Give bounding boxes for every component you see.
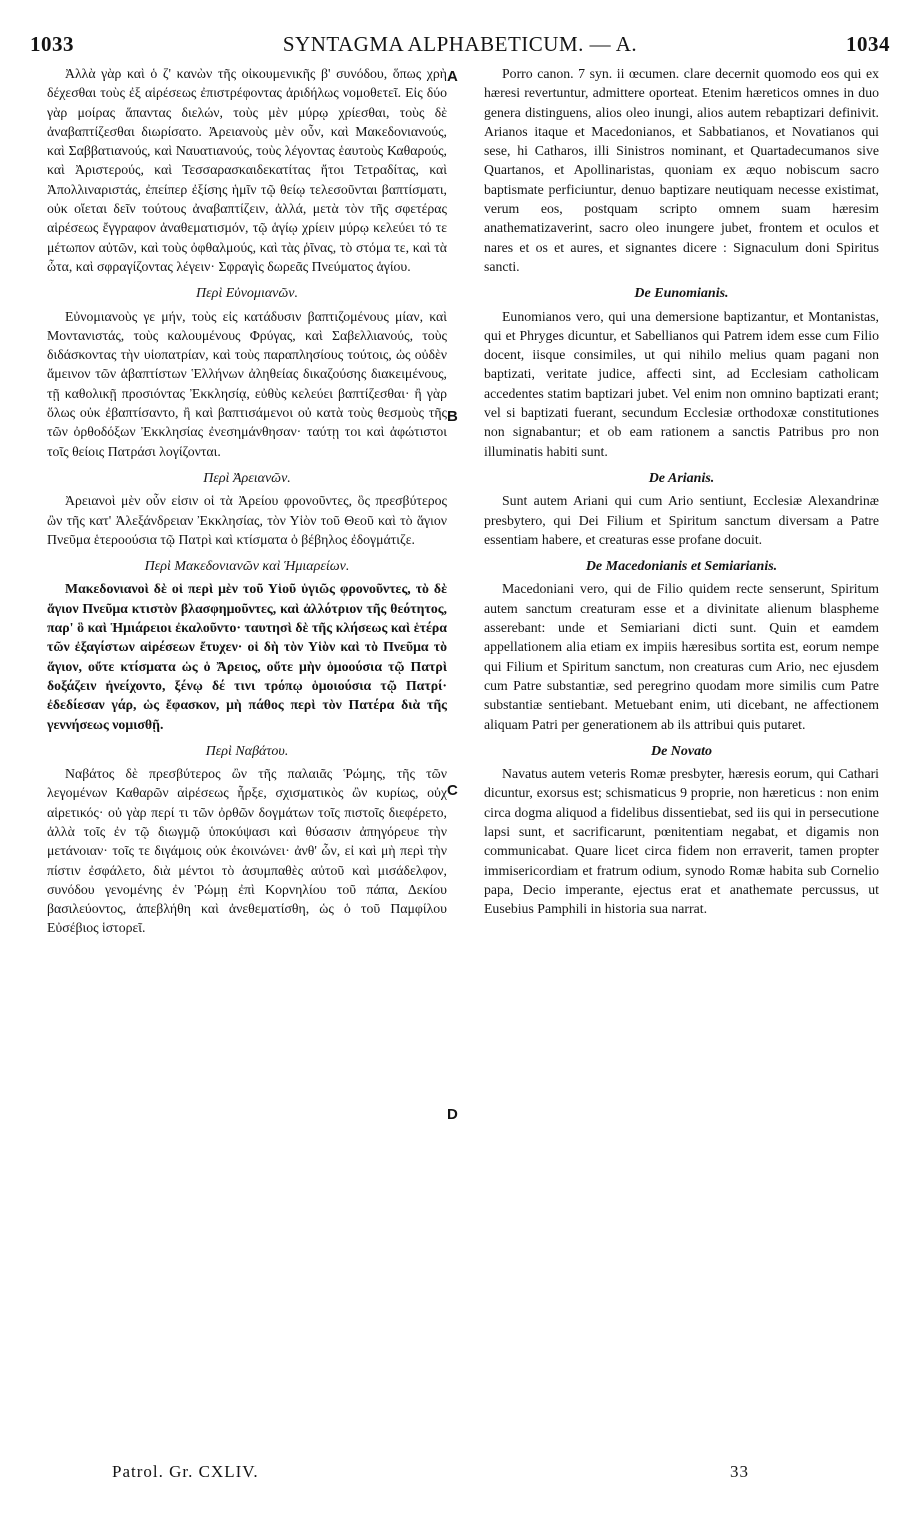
margin-letter-c: C	[447, 782, 458, 799]
latin-heading-arians: De Arianis.	[648, 470, 715, 486]
greek-paragraph-canon: Ἀλλὰ γὰρ καὶ ὁ ζ' κανὼν τῆς οἰκουμενικῆς β' συνόδου, ὅπως χρὴ δέχεσθαι τοὺς ἐξ αἱρέσεως ἐπιστρέφοντας ἀριδήλως νομοθετεῖ. Εἰς δύο γὰρ μοίρας ἅπαντας διελών, τοὺς μὲν μύρῳ χρίεσθαι, τοὺς δὲ ἀναβαπτίζεσθαι διωρίσατο. Ἀρειανοὺς μὲν οὖν, καὶ Μακεδονιανούς, καὶ Σαββατιανούς, καὶ Ναυατιανούς, τοὺς λέγοντας ἑαυτοὺς Καθαρούς, καὶ Ἀριστερούς, καὶ Τεσσαρασκαιδεκατίτας ἤτοι Τετραδίτας, καὶ Ἀπολλιναριστάς, ἐπείπερ ἐξίσης ἡμῖν τῷ θείῳ τελεσοῦνται βαπτίσματι, οὐκ οἴεται δεῖν τούτους ἀναβαπτίζειν, ἀλλά, μετὰ τὸν τῆς σφετέρας αἱρέσεως ἔγγραφον ἀναθεματισμόν, τῷ ἁγίῳ χρίειν μύρῳ κελεύει τό τε μέτωπον αὐτῶν, καὶ τοὺς ὀφθαλμούς, καὶ τὰς ῥῖνας, τὸ στόμα τε, καὶ τὰ ὦτα, καὶ σφραγίζοντας λέγειν· Σφραγὶς δωρεᾶς Πνεύματος ἁγίου.	[47, 66, 447, 274]
latin-column	[484, 64, 879, 918]
margin-letter-a: A	[447, 68, 458, 85]
latin-paragraph-eunomians: Eunomianos vero, qui una demersione baptizantur, et Montanistas, qui et Phryges dicuntur, et Sabellianos qui Patrem idem esse cum Filio docent, iisque consimiles, ut qui nihilo melius quam pagani non baptizati, veritate judice, affecti sint, ad Ecclesiam catholicam accedentes statim baptizari jubet. Vel enim non omnino baptizati erant; vel si baptizati fuerant, secundum Ecclesiæ orthodoxæ constitutiones non signabantur; et ob eam rationem a sanctis Patribus pro non illuminatis habiti sunt.	[484, 308, 879, 459]
page-number-left: 1033	[30, 32, 74, 56]
latin-paragraph-arians: Sunt autem Ariani qui cum Ario sentiunt, Ecclesiæ Alexandrinæ presbytero, qui Dei Filium et Spiritum sanctum diversam a Patre essentiam habere, et creaturas esse profane docuit.	[484, 493, 879, 547]
running-title: SYNTAGMA ALPHABETICUM. — A.	[282, 32, 638, 56]
latin-heading-novatus: De Novato	[650, 743, 713, 759]
greek-heading-arians: Περὶ Ἀρειανῶν.	[203, 470, 291, 486]
footer-number: 33	[730, 1462, 749, 1481]
footer-signature: Patrol. Gr. CXLIV.	[112, 1462, 259, 1481]
page-footer	[0, 1462, 915, 1488]
running-header	[30, 32, 890, 58]
greek-heading-eunomians: Περὶ Εὐνομιανῶν.	[195, 286, 298, 302]
latin-heading-macedonians: De Macedonianis et Semiarianis.	[585, 559, 778, 575]
greek-paragraph-macedonians: Μακεδονιανοὶ δὲ οἱ περὶ μὲν τοῦ Υἱοῦ ὑγιῶς φρονοῦντες, τὸ δὲ ἅγιον Πνεῦμα κτιστὸν βλασφημοῦντες, καὶ ἀλλότριον τῆς θεότητος, παρ' ὃ καὶ Ἡμιάρειοι ἐκαλοῦντο· ταυτησὶ δὲ τῆς κλήσεως καὶ ἑτέρα τῶν ἐξαγίστων αἱρέσεων ἔτυχεν· οἱ δὴ τὸν Υἱὸν καὶ τὸ Πνεῦμα τὸ ἅγιον, οὔτε κτίσματα ὡς ὁ Ἄρειος, οὔτε μὴν ὁμοούσια τῷ Πατρὶ δοξάζειν ἠνείχοντο, ξένῳ δέ τινι τρόπῳ ὁμοιούσια τῷ Πατρί· ἐδεδίεσαν γάρ, ὡς ἔφασκον, μὴ πάθος περὶ τὸν Πατέρα διὰ τῆς γεννήσεως νομισθῇ.	[47, 581, 447, 732]
latin-paragraph-novatus: Navatus autem veteris Romæ presbyter, hæresis eorum, qui Cathari dicuntur, exorsus est; schismaticus 9 proprie, non hæreticus : non enim circa dogma aliquod a fidelibus dissentiebat, sed iis qui in persecutione lapsi sunt, et sacrificarunt, pœnitentiam negabat, et digamis non communicabat. Quare licet circa fidem non erraverit, tamen propter immisericordiam et fratrum odium, synodo Romæ habita sub Cornelio papa, Decio imperante, ejectus erat et anathemate percussus, ut Eusebius Pamphili in historia sua narrat.	[484, 766, 879, 917]
page-number-right: 1034	[846, 32, 890, 56]
latin-paragraph-canon: Porro canon. 7 syn. ii œcumen. clare decernit quomodo eos qui ex hæresi revertuntur, admittere oporteat. Etenim hæreticos omnes in duo genera distinguens, alios oleo inungi, alios autem rebaptizari definivit. Arianos itaque et Macedonianos, et Sabbatianos, et Novatianos qui sese, hi Catharos, illi Sinistros nominant, et Quartadecumanos sive Quartanos, et Apollinaristas, quoniam ex æquo nobiscum sacro baptismate perficiuntur, denuo baptizare neutiquam necesse existimat, verum eos, postquam scripto omnem suam hæresim anathematizaverint, sacro oleo inungere jubet, frontem et oculos et nares et os et aures, et signantes dicere : Signaculum doni Spiritus sancti.	[484, 66, 879, 274]
margin-letter-d: D	[447, 1106, 458, 1123]
greek-heading-novatus: Περὶ Ναβάτου.	[205, 743, 289, 759]
margin-letter-b: B	[447, 408, 458, 425]
greek-heading-macedonians: Περὶ Μακεδονιανῶν καὶ Ἡμιαρείων.	[144, 559, 350, 575]
greek-paragraph-novatus: Ναβάτος δὲ πρεσβύτερος ὢν τῆς παλαιᾶς Ῥώμης, τῆς τῶν λεγομένων Καθαρῶν αἱρέσεως ἦρξε, σχισματικὸς ὢν κυρίως, οὐχ αἱρετικός· οὐ γὰρ περί τι τῶν ὀρθῶν δογμάτων τοῖς πιστοῖς διεφέρετο, ἀλλὰ τοῖς ἐν τῷ διωγμῷ ὑποκύψασι καὶ θύσασιν ἀπηγόρευε τὴν μετάνοιαν· τοῖς τε διγάμοις οὐκ ἐκοινώνει· ἀνθ' ὧν, εἰ καὶ μὴ περὶ τὴν πίστιν ἐσφάλετο, διὰ μέντοι τὸ ἀσυμπαθὲς αὐτοῦ καὶ μισάδελφον, συνόδου γενομένης ἐν Ῥώμῃ ἐπὶ Κορνηλίου τοῦ πάπα, Δεκίου βασιλεύοντος, ἀπεβλήθη καὶ ἀνεθεματίσθη, ὡς ὁ τοῦ Παμφίλου Εὐσέβιος ἱστορεῖ.	[47, 766, 447, 936]
latin-heading-eunomians: De Eunomianis.	[634, 286, 729, 302]
greek-column	[47, 64, 447, 938]
greek-paragraph-arians: Ἀρειανοὶ μὲν οὖν εἰσιν οἱ τὰ Ἀρείου φρονοῦντες, ὃς πρεσβύτερος ὢν τῆς κατ' Ἀλεξάνδρειαν Ἐκκλησίας, τὸν Υἱὸν τοῦ Θεοῦ καὶ τὸ ἅγιον Πνεῦμα ἑτεροούσια τῷ Πατρὶ καὶ κτίσματα ὁ βέβηλος ἐδογμάτιζε.	[47, 493, 447, 547]
greek-paragraph-eunomians: Εὐνομιανοὺς γε μήν, τοὺς εἰς κατάδυσιν βαπτιζομένους μίαν, καὶ Μοντανιστάς, τοὺς καλουμένους Φρύγας, καὶ Σαβελλιανούς, τοὺς διδάσκοντας τὴν υἱοπατρίαν, καὶ τοὺς παραπλησίους τούτοις, ὡς οὐδὲν ἄμεινον τῶν ἀβαπτίστων Ἑλλήνων ἀληθείας δικαζούσης διακειμένους, τῇ καθολικῇ προσιόντας Ἐκκλησίᾳ, εὐθὺς κελεύει βαπτίζεσθαι· ἢ γὰρ ὅλως οὐκ ἐβαπτίσαντο, ἢ καὶ βαπτισάμενοι οὐ κατὰ τοὺς θεσμοὺς τῆς τῶν ὀρθοδόξων Ἐκκλησίας ἐνεσημάνθησαν· ταύτῃ τοι καὶ ἀφώτιστοι τοῖς θείοις Πατράσι λογίζονται.	[47, 308, 447, 459]
latin-paragraph-macedonians: Macedoniani vero, qui de Filio quidem recte senserunt, Spiritum autem sanctum creaturam esse et a divinitate alienum blaspheme asserebant: unde et Semiariani dicti sunt. Quin et eamdem appellationem alia etiam ex impiis hæresibus sortita est, eorum nempe qui Filium et Spiritum sanctum, non creaturas cum Ario, nec ejusdem cum Patre substantiæ, sed peregrino quodam more similis cum Patre substantiæ sentiebant. Metuebant enim, uti dicebant, ne affectionem aliquam Patri per generationem ab ils attribui quis putaret.	[484, 581, 879, 732]
